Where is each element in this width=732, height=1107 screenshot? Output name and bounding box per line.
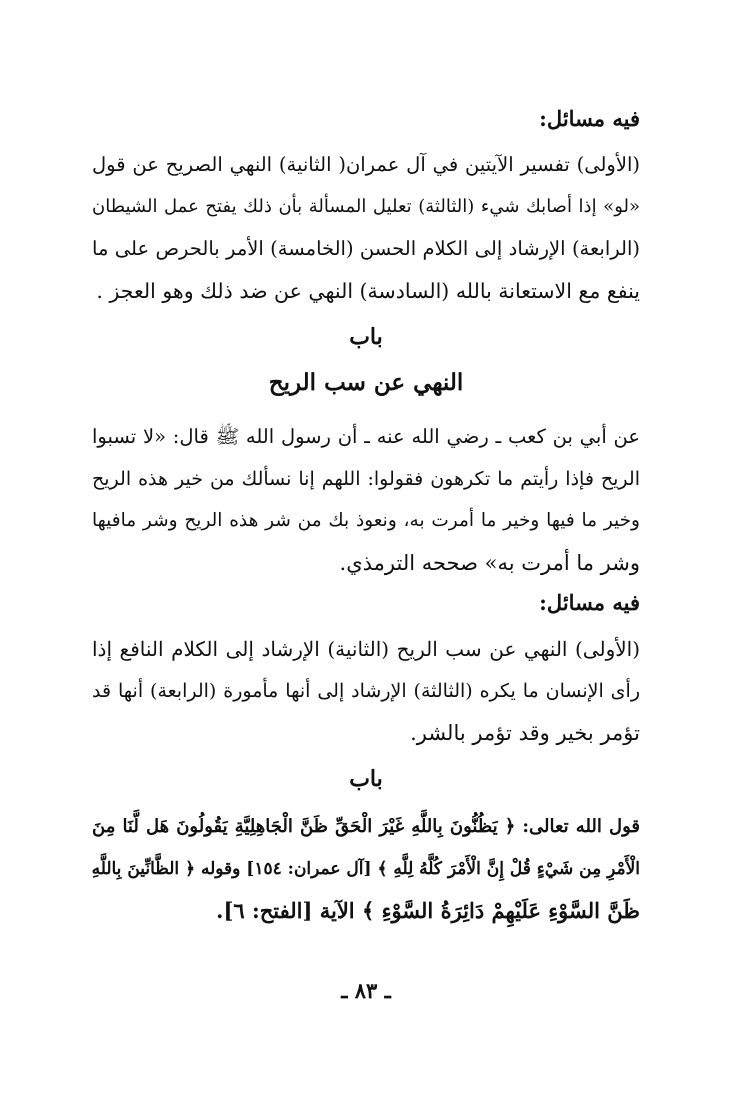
- text-line: عن أبي بن كعب ـ رضي الله عنه ـ أن رسول الله ﷺ قال: «لا تسبوا: [92, 425, 640, 448]
- text-line: وخير ما فيها وخير ما أمرت به، ونعوذ بك من شر هذه الريح وشر مافيها: [92, 510, 640, 531]
- section-heading: فيه مسائل:: [539, 106, 640, 131]
- chapter-title: النهي عن سب الريح: [268, 369, 464, 396]
- chapter-label: باب: [349, 324, 383, 350]
- text-line: وشر ما أمرت به» صححه الترمذي.: [339, 551, 640, 575]
- text-line: تؤمر بخير وقد تؤمر بالشر.: [410, 721, 640, 745]
- page-number: ـ ٨٣ ـ: [341, 978, 391, 1003]
- text-line: ينفع مع الاستعانة بالله (السادسة) النهي عن ضد ذلك وهو العجز .: [96, 279, 640, 303]
- text-line: قول الله تعالى: ﴿ يَظُنُّونَ بِاللَّهِ غَيْرَ الْحَقِّ ظَنَّ الْجَاهِلِيَّةِ يَقُولُونَ هَل لَّنَا مِنَ: [92, 816, 640, 837]
- text-line: رأى الإنسان ما يكره (الثالثة) الإرشاد إلى أنها مأمورة (الرابعة) أنها قد: [92, 680, 640, 702]
- text-line: «لو» إذا أصابك شيء (الثالثة) تعليل المسألة بأن ذلك يفتح عمل الشيطان: [92, 196, 640, 217]
- chapter-label: باب: [349, 766, 383, 792]
- text-line: ظَنَّ السَّوْءِ عَلَيْهِمْ دَائِرَةُ السَّوْءِ ﴾ الآية [الفتح: ٦].: [216, 898, 640, 923]
- section-heading: فيه مسائل:: [539, 590, 640, 615]
- text-line: (الرابعة) الإرشاد إلى الكلام الحسن (الخامسة) الأمر بالحرص على ما: [92, 237, 640, 260]
- text-line: (الأولى) النهي عن سب الريح (الثانية) الإرشاد إلى الكلام النافع إذا: [92, 637, 640, 661]
- text-line: (الأولى) تفسير الآيتين في آل عمران( الثانية) النهي الصريح عن قول: [92, 153, 640, 176]
- text-line: الْأَمْرِ مِن شَيْءٍ قُلْ إِنَّ الْأَمْرَ كُلَّهُ لِلَّهِ ﴾ [آل عمران: ١٥٤] وقوله ﴿ الظَّانِّينَ بِاللَّهِ: [91, 859, 640, 879]
- text-line: الريح فإذا رأيتم ما تكرهون فقولوا: اللهم إنا نسألك من خير هذه الريح: [92, 468, 640, 490]
